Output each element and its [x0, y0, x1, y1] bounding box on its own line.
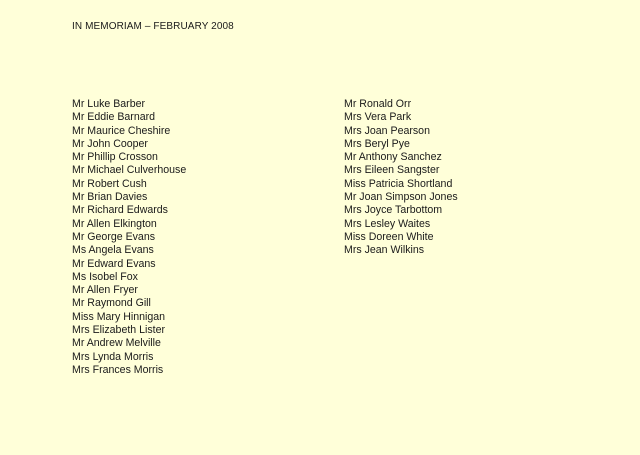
name-list-item: Mr Joan Simpson Jones: [344, 191, 458, 204]
name-list-item: Mrs Lynda Morris: [72, 350, 154, 363]
name-list-item: Mrs Elizabeth Lister: [72, 324, 166, 337]
name-list-item: Mr Michael Culverhouse: [72, 164, 187, 177]
name-list-item: Mr John Cooper: [72, 137, 148, 150]
name-list-item: Mrs Jean Wilkins: [344, 244, 425, 257]
name-list-item: Ms Angela Evans: [72, 244, 154, 257]
name-list-item: Mrs Joyce Tarbottom: [344, 204, 443, 217]
name-list-item: Miss Mary Hinnigan: [72, 310, 166, 323]
name-list-item: Mr Allen Fryer: [72, 284, 138, 297]
name-list-left-column: [72, 98, 186, 377]
name-list-item: Mr Phillip Crosson: [72, 151, 158, 164]
name-list-item: Mr Raymond Gill: [72, 297, 151, 310]
name-list-item: Mr Andrew Melville: [72, 337, 161, 350]
name-list-item: Mr Luke Barber: [72, 98, 146, 110]
name-list-item: Mrs Eileen Sangster: [344, 164, 440, 177]
name-list-item: Mr Anthony Sanchez: [344, 151, 442, 164]
name-list-right-column: [344, 98, 458, 258]
name-list-item: Mr Robert Cush: [72, 177, 147, 190]
name-list-item: Mr Richard Edwards: [72, 204, 168, 217]
name-list-item: Mr Ronald Orr: [344, 98, 412, 110]
name-list-item: Mrs Joan Pearson: [344, 124, 430, 137]
name-list-item: Mrs Beryl Pye: [344, 137, 410, 150]
name-list-item: Mrs Lesley Waites: [344, 217, 431, 230]
name-list-item: Mr Allen Elkington: [72, 217, 157, 230]
name-list-item: Mr Edward Evans: [72, 257, 156, 270]
page-title: IN MEMORIAM – FEBRUARY 2008: [72, 21, 234, 32]
name-list-item: Mr Maurice Cheshire: [72, 124, 171, 137]
name-list-item: Mrs Vera Park: [344, 111, 412, 124]
name-list-item: Ms Isobel Fox: [72, 270, 138, 283]
name-list-item: Mr Brian Davies: [72, 191, 148, 204]
name-list-item: Mrs Frances Morris: [72, 363, 164, 376]
name-list-item: Mr George Evans: [72, 230, 156, 243]
name-list-item: Mr Eddie Barnard: [72, 111, 156, 124]
name-list-item: Miss Patricia Shortland: [344, 177, 453, 190]
name-list-item: Miss Doreen White: [344, 230, 434, 243]
